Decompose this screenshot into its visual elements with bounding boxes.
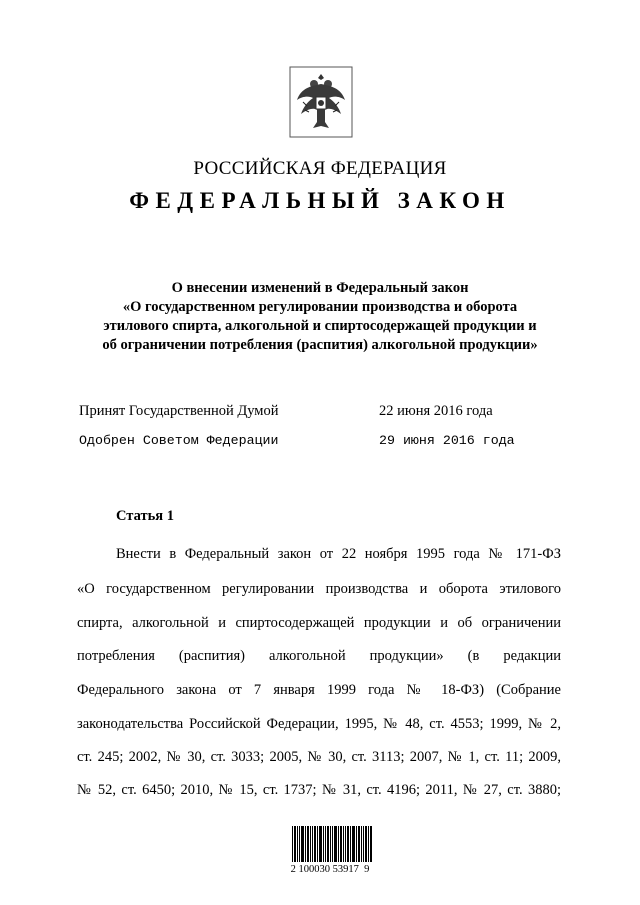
barcode-number: 2 100030 53917 9: [290, 864, 370, 875]
law-title-line: О внесении изменений в Федеральный закон: [171, 280, 469, 296]
article-text-line: законодательства Российской Федерации, 1995, № 48, ст. 4553; 1999, № 2,: [77, 716, 561, 732]
article-text-line: спирта, алкогольной и спиртосодержащей продукции и об ограничении: [77, 615, 561, 631]
law-title-line: об ограничении потребления (распития) алкогольной продукции»: [102, 337, 538, 353]
law-title-line: «О государственном регулировании производства и оборота: [122, 299, 518, 315]
approval-date-council: 29 июня 2016 года: [379, 433, 515, 448]
law-title: [0, 279, 640, 355]
article-text-line: «О государственном регулировании производства и оборота этилового: [77, 581, 561, 597]
adoption-date-duma: 22 июня 2016 года: [379, 403, 493, 419]
approval-body-council: Одобрен Советом Федерации: [79, 433, 279, 448]
country-name: РОССИЙСКАЯ ФЕДЕРАЦИЯ: [193, 158, 447, 179]
coat-of-arms-icon: [289, 66, 353, 138]
document-type: ФЕДЕРАЛЬНЫЙ ЗАКОН: [129, 188, 511, 213]
article-text-line: ст. 245; 2002, № 30, ст. 3033; 2005, № 30, ст. 3113; 2007, № 1, ст. 11; 2009,: [77, 749, 561, 765]
article-text-line: № 52, ст. 6450; 2010, № 15, ст. 1737; № 31, ст. 4196; 2011, № 27, ст. 3880;: [77, 782, 561, 798]
law-title-line: этилового спирта, алкогольной и спиртосодержащей продукции и: [103, 318, 537, 334]
article-text-line: потребления (распития) алкогольной продукции» (в редакции: [77, 648, 561, 664]
adoption-body-duma: Принят Государственной Думой: [79, 403, 279, 419]
article-text-line: Внести в Федеральный закон от 22 ноября 1995 года № 171-ФЗ: [116, 546, 561, 562]
article-text-line: Федерального закона от 7 января 1999 года № 18-ФЗ) (Собрание: [77, 682, 561, 698]
barcode-icon: [292, 826, 372, 866]
article-heading: Статья 1: [116, 508, 174, 524]
